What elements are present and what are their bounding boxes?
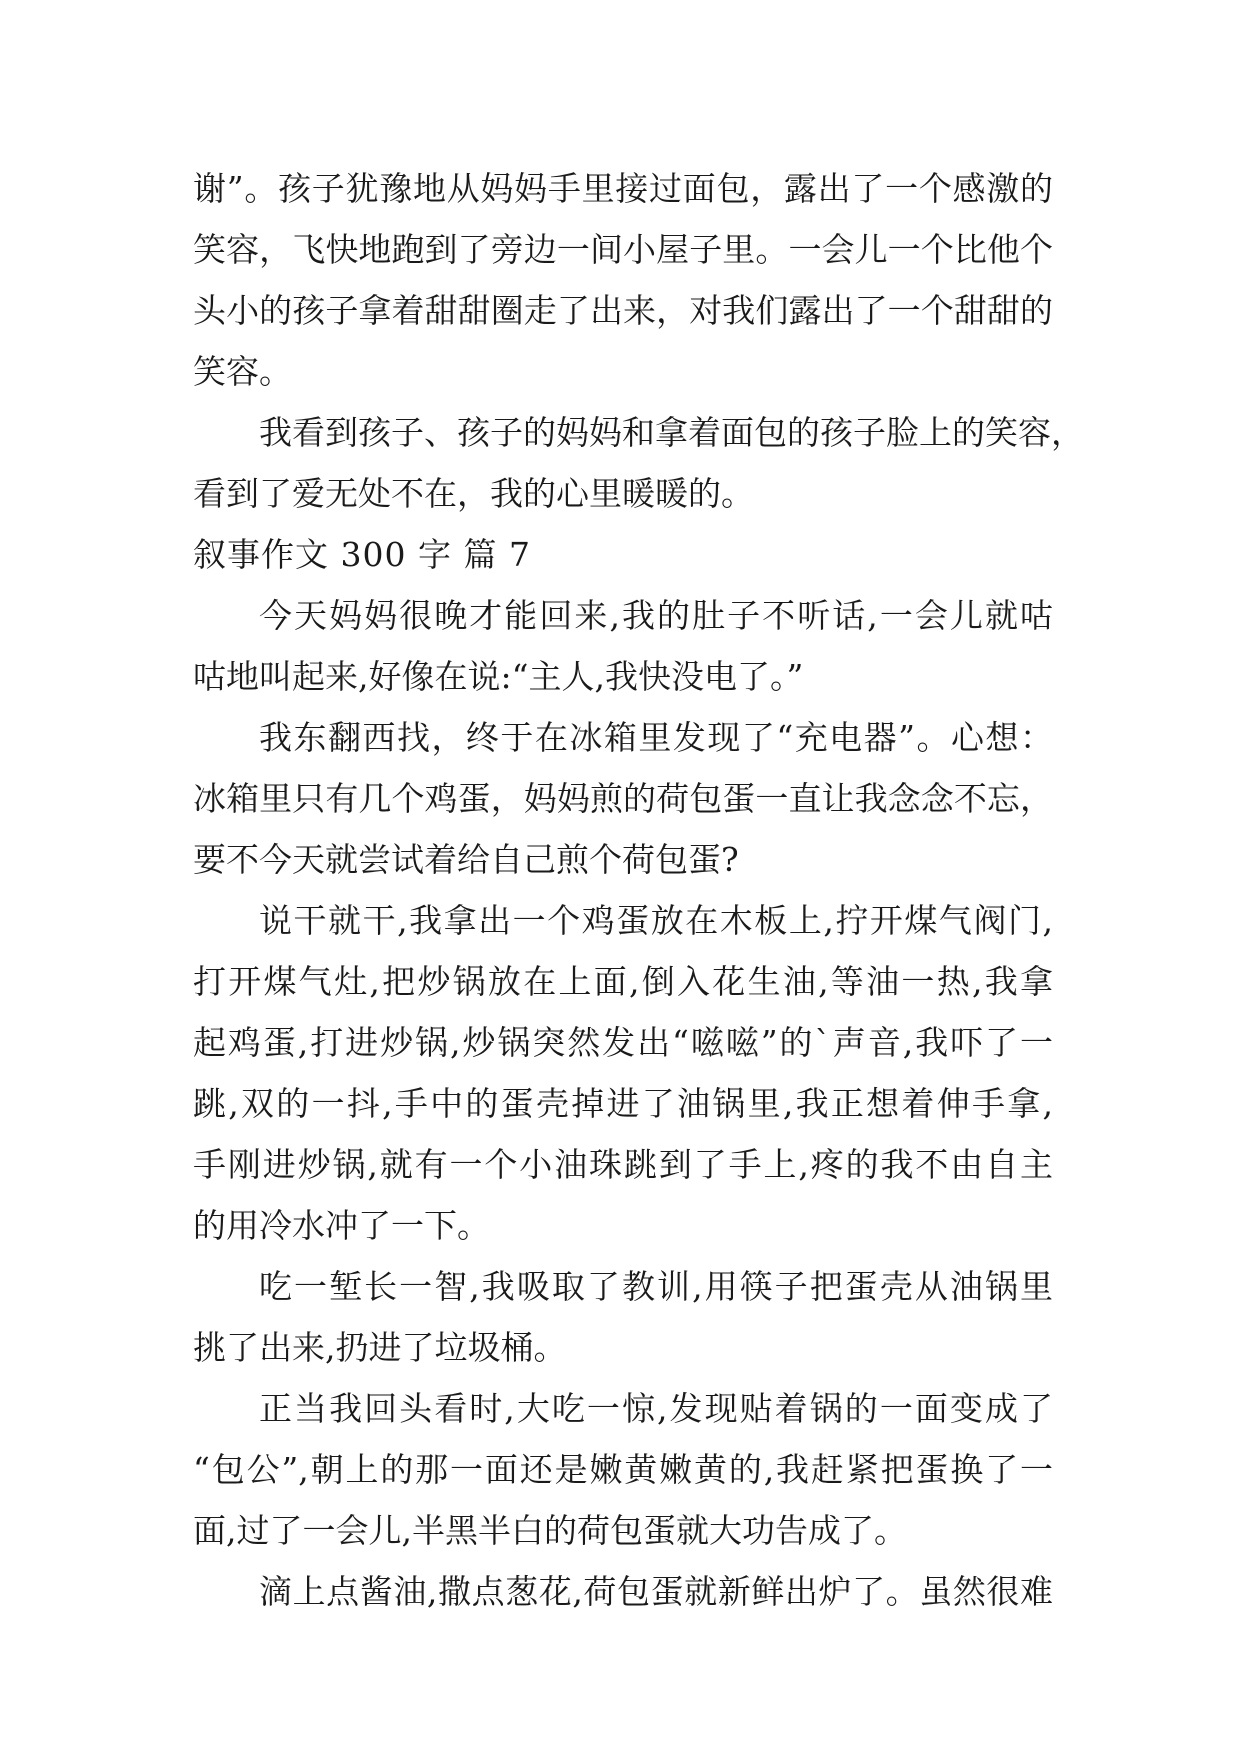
- text-line: 说干就干,我拿出一个鸡蛋放在木板上,拧开煤气阀门,: [259, 901, 1053, 940]
- text-line: 跳,双的一抖,手中的蛋壳掉进了油锅里,我正想着伸手拿,: [193, 1084, 1053, 1123]
- text-line: “包公”,朝上的那一面还是嫩黄嫩黄的,我赶紧把蛋换了一: [193, 1450, 1053, 1489]
- text-line: 笑容，飞快地跑到了旁边一间小屋子里。一会儿一个比他个: [193, 230, 1053, 269]
- text-line: 笑容。: [193, 352, 292, 391]
- text-line: 手刚进炒锅,就有一个小油珠跳到了手上,疼的我不由自主: [193, 1145, 1053, 1184]
- text-line: 谢”。孩子犹豫地从妈妈手里接过面包，露出了一个感激的: [193, 169, 1053, 208]
- text-line: 我东翻西找，终于在冰箱里发现了“充电器”。心想：: [259, 718, 1053, 757]
- section-heading: 叙事作文 300 字 篇 7: [193, 535, 531, 574]
- document-page: [193, 158, 1084, 1622]
- text-line: 看到了爱无处不在，我的心里暖暖的。: [193, 474, 754, 513]
- text-line: 冰箱里只有几个鸡蛋，妈妈煎的荷包蛋一直让我念念不忘，: [193, 779, 1053, 818]
- text-line: 正当我回头看时,大吃一惊,发现贴着锅的一面变成了: [259, 1389, 1053, 1428]
- text-line: 今天妈妈很晚才能回来,我的肚子不听话,一会儿就咕: [259, 596, 1053, 635]
- text-line: 要不今天就尝试着给自己煎个荷包蛋?: [193, 840, 739, 879]
- text-line: 吃一堑长一智,我吸取了教训,用筷子把蛋壳从油锅里: [259, 1267, 1053, 1306]
- text-line: 头小的孩子拿着甜甜圈走了出来，对我们露出了一个甜甜的: [193, 291, 1053, 330]
- text-line: 面,过了一会儿,半黑半白的荷包蛋就大功告成了。: [193, 1511, 907, 1550]
- text-line: 起鸡蛋,打进炒锅,炒锅突然发出“嗞嗞”的`声音,我吓了一: [193, 1023, 1053, 1062]
- text-line: 挑了出来,扔进了垃圾桶。: [193, 1328, 567, 1367]
- text-line: 我看到孩子、孩子的妈妈和拿着面包的孩子脸上的笑容，: [259, 413, 1084, 452]
- text-line: 的用冷水冲了一下。: [193, 1206, 490, 1245]
- text-line: 咕地叫起来,好像在说:“主人,我快没电了。”: [193, 657, 804, 696]
- text-line: 滴上点酱油,撒点葱花,荷包蛋就新鲜出炉了。虽然很难: [259, 1572, 1053, 1611]
- text-line: 打开煤气灶,把炒锅放在上面,倒入花生油,等油一热,我拿: [193, 962, 1053, 1001]
